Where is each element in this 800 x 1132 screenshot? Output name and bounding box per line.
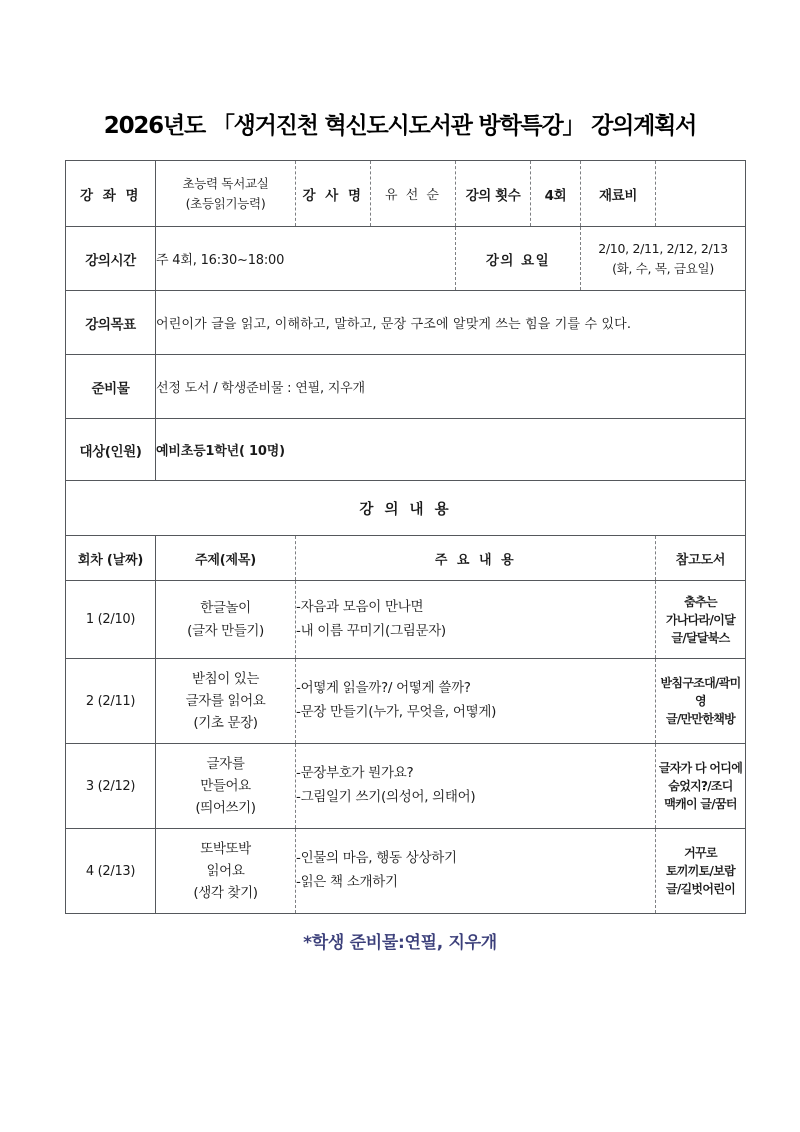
page-title: 2026년도 「생거진천 혁신도시도서관 방학특강」 강의계획서 — [103, 113, 697, 139]
goal-value: 어린이가 글을 읽고, 이해하고, 말하고, 문장 구조에 알맞게 쓰는 힘을 기를 수 있다. — [156, 291, 746, 355]
session-number: 2 (2/11) — [66, 659, 156, 744]
supplies-value: 선정 도서 / 학생준비물 : 연필, 지우개 — [156, 355, 746, 419]
session-number: 4 (2/13) — [66, 829, 156, 914]
ref-line2: 가나다라/이달 — [665, 612, 736, 627]
ref-line2: 토끼끼토/보람 — [665, 864, 736, 878]
topic-line2: 만들어요 — [200, 777, 251, 794]
session-topic — [156, 744, 296, 829]
content-line1: -어떻게 읽을까?/ 어떻게 쓸까? — [296, 680, 471, 697]
course-name-line2: (초등읽기능력) — [185, 195, 266, 211]
content-line2: -그림일기 쓰기(의성어, 의태어) — [296, 789, 476, 805]
target-value: 예비초등1학년( 10명) — [156, 419, 746, 481]
goal-label: 강의목표 — [66, 291, 156, 355]
sessions-value: 4회 — [531, 161, 581, 227]
table-row-target — [66, 419, 746, 481]
content-line1: -문장부호가 뭔가요? — [296, 765, 414, 782]
lecture-plan-table — [65, 160, 746, 914]
session-content — [296, 659, 656, 744]
ref-line2: 글/만만한책방 — [665, 712, 736, 726]
material-fee-value — [656, 161, 746, 227]
ref-line1: 받침구조대/곽미영 — [660, 676, 741, 708]
session-number: 1 (2/10) — [66, 581, 156, 659]
table-row-section-title — [66, 481, 746, 536]
topic-line2: 읽어요 — [206, 862, 245, 879]
session-topic — [156, 659, 296, 744]
topic-line2: (글자 만들기) — [187, 622, 264, 639]
table-row-column-headers — [66, 536, 746, 581]
days-line2: (화, 수, 목, 금요일) — [612, 260, 714, 276]
time-label: 강의시간 — [66, 227, 156, 291]
instructor-label: 강 사 명 — [296, 161, 371, 227]
curriculum-section-title: 강 의 내 용 — [66, 481, 746, 536]
session-topic — [156, 581, 296, 659]
session-reference — [656, 659, 746, 744]
days-label: 강의 요일 — [456, 227, 581, 291]
topic-line1: 글자를 — [206, 755, 245, 772]
table-row-session — [66, 581, 746, 659]
session-reference — [656, 581, 746, 659]
topic-line3: (생각 찾기) — [193, 885, 258, 902]
content-line2: -읽은 책 소개하기 — [296, 874, 398, 890]
content-line2: -문장 만들기(누가, 무엇을, 어떻게) — [296, 704, 497, 720]
topic-line1: 받침이 있는 — [191, 670, 260, 687]
course-name-label: 강 좌 명 — [66, 161, 156, 227]
days-line1: 2/10, 2/11, 2/12, 2/13 — [598, 241, 728, 257]
header-content: 주 요 내 용 — [296, 536, 656, 581]
table-row-supplies — [66, 355, 746, 419]
table-row-schedule — [66, 227, 746, 291]
header-session: 회차 (날짜) — [66, 536, 156, 581]
table-row-session — [66, 744, 746, 829]
topic-line2: 글자를 읽어요 — [185, 692, 266, 709]
ref-line3: 글/달달북스 — [671, 630, 730, 645]
session-reference — [656, 829, 746, 914]
content-line1: -인물의 마음, 행동 상상하기 — [296, 850, 457, 867]
ref-line1: 거꾸로 — [684, 846, 717, 860]
topic-line3: (기초 문장) — [193, 715, 258, 732]
ref-line2: 숨었지?/조디 — [668, 779, 733, 793]
material-fee-label: 재료비 — [581, 161, 656, 227]
target-label: 대상(인원) — [66, 419, 156, 481]
session-content — [296, 581, 656, 659]
course-name-line1: 초능력 독서교실 — [182, 176, 269, 192]
days-value — [581, 227, 746, 291]
session-content — [296, 744, 656, 829]
ref-line1: 글자가 다 어디에 — [658, 761, 743, 775]
topic-line3: (띄어쓰기) — [195, 800, 256, 817]
content-line2: -내 이름 꾸미기(그림문자) — [296, 622, 446, 639]
header-topic: 주제(제목) — [156, 536, 296, 581]
header-reference: 참고도서 — [656, 536, 746, 581]
table-row-course-info — [66, 161, 746, 227]
session-number: 3 (2/12) — [66, 744, 156, 829]
supplies-label: 준비물 — [66, 355, 156, 419]
table-row-goal — [66, 291, 746, 355]
student-supplies-note: *학생 준비물:연필, 지우개 — [303, 933, 497, 953]
topic-line1: 한글놀이 — [200, 600, 251, 617]
table-row-session — [66, 829, 746, 914]
content-line1: -자음과 모음이 만나면 — [296, 598, 424, 615]
session-content — [296, 829, 656, 914]
table-row-session — [66, 659, 746, 744]
ref-line1: 춤추는 — [684, 594, 717, 609]
course-name-value — [156, 161, 296, 227]
ref-line3: 글/길벗어린이 — [665, 882, 736, 896]
ref-line3: 맥캐이 글/꿈터 — [664, 797, 737, 811]
time-value: 주 4회, 16:30~18:00 — [156, 227, 456, 291]
topic-line1: 또박또박 — [200, 840, 251, 857]
session-reference — [656, 744, 746, 829]
sessions-label: 강의 횟수 — [456, 161, 531, 227]
session-topic — [156, 829, 296, 914]
instructor-value: 유 선 순 — [371, 161, 456, 227]
